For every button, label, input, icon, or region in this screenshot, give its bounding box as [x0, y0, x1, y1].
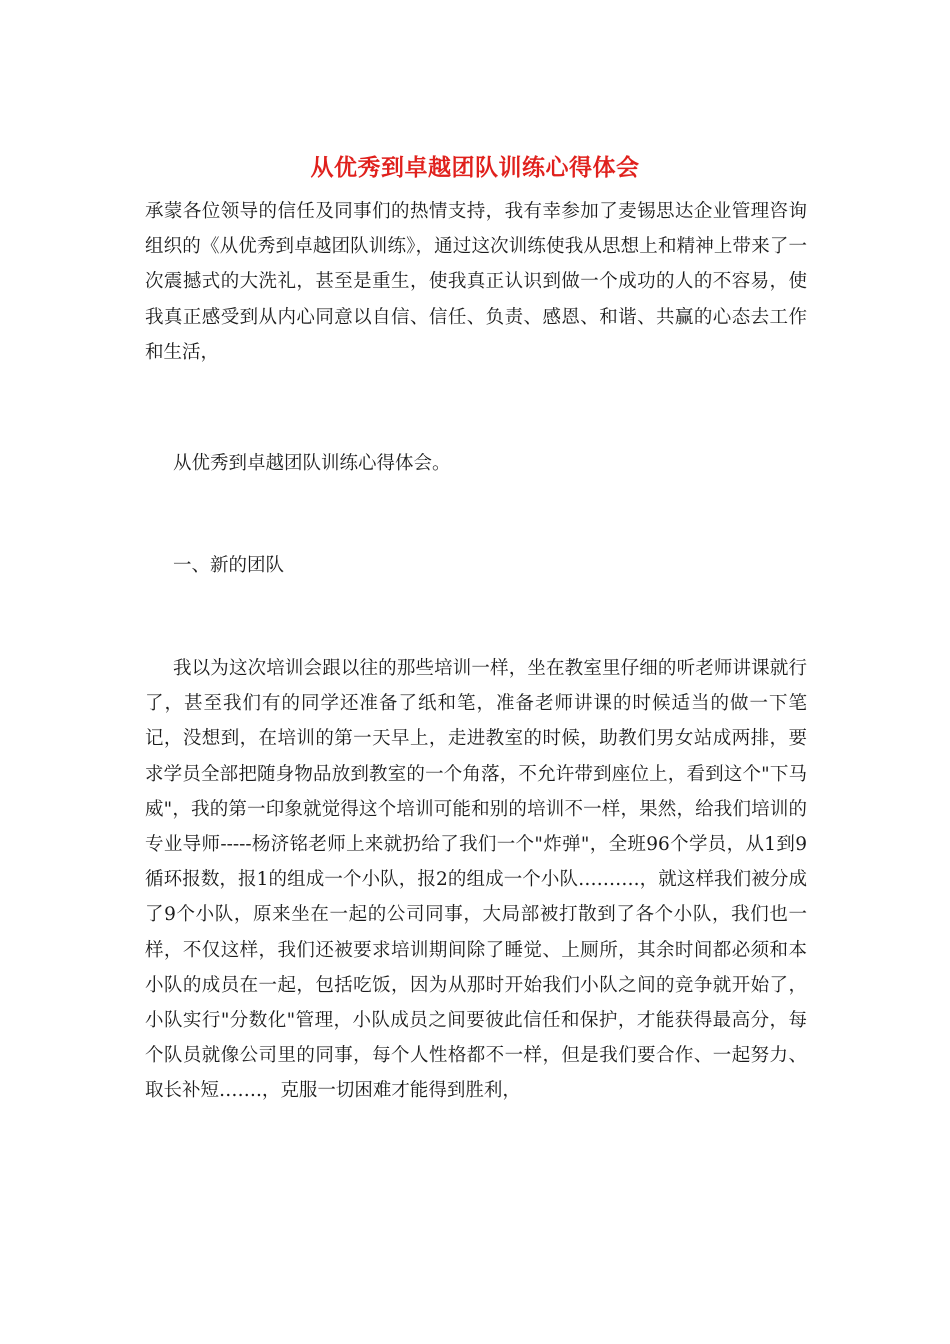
body-paragraph: 我以为这次培训会跟以往的那些培训一样，坐在教室里仔细的听老师讲课就行了，甚至我们有的同学还准备了纸和笔，准备老师讲课的时候适当的做一下笔记，没想到，在培训的第一天早上，走进教室的时候，助教们男女站成两排，要求学员全部把随身物品放到教室的一个角落，不允许带到座位上，看到这个"下马威"，我的第一印象就觉得这个培训可能和别的培训不一样，果然，给我们培训的专业导师-----杨济铭老师上来就扔给了我们一个"炸弹"，全班96个学员，从1到9循环报数，报1的组成一个小队，报2的组成一个小队……….，就这样我们被分成了9个小队，原来坐在一起的公司同事，大局部被打散到了各个小队，我们也一样，不仅这样，我们还被要求培训期间除了睡觉、上厕所，其余时间都必须和本小队的成员在一起，包括吃饭，因为从那时开始我们小队之间的竞争就开始了，小队实行"分数化"管理，小队成员之间要彼此信任和保护，才能获得最高分，每个队员就像公司里的同事，每个人性格都不一样，但是我们要合作、一起努力、取长补短…….，克服一切困难才能得到胜利， [145, 658, 807, 1102]
section-heading: 一、新的团队 [173, 555, 285, 576]
subtitle-paragraph: 从优秀到卓越团队训练心得体会。 [173, 453, 451, 474]
document-title: 从优秀到卓越团队训练心得体会 [310, 154, 640, 181]
intro-paragraph: 承蒙各位领导的信任及同事们的热情支持，我有幸参加了麦锡思达企业管理咨询组织的《从优秀到卓越团队训练》，通过这次训练使我从思想上和精神上带来了一次震撼式的大洗礼，甚至是重生，使我真正认识到做一个成功的人的不容易，使我真正感受到从内心同意以自信、信任、负责、感恩、和谐、共赢的心态去工作和生活， [145, 201, 807, 363]
